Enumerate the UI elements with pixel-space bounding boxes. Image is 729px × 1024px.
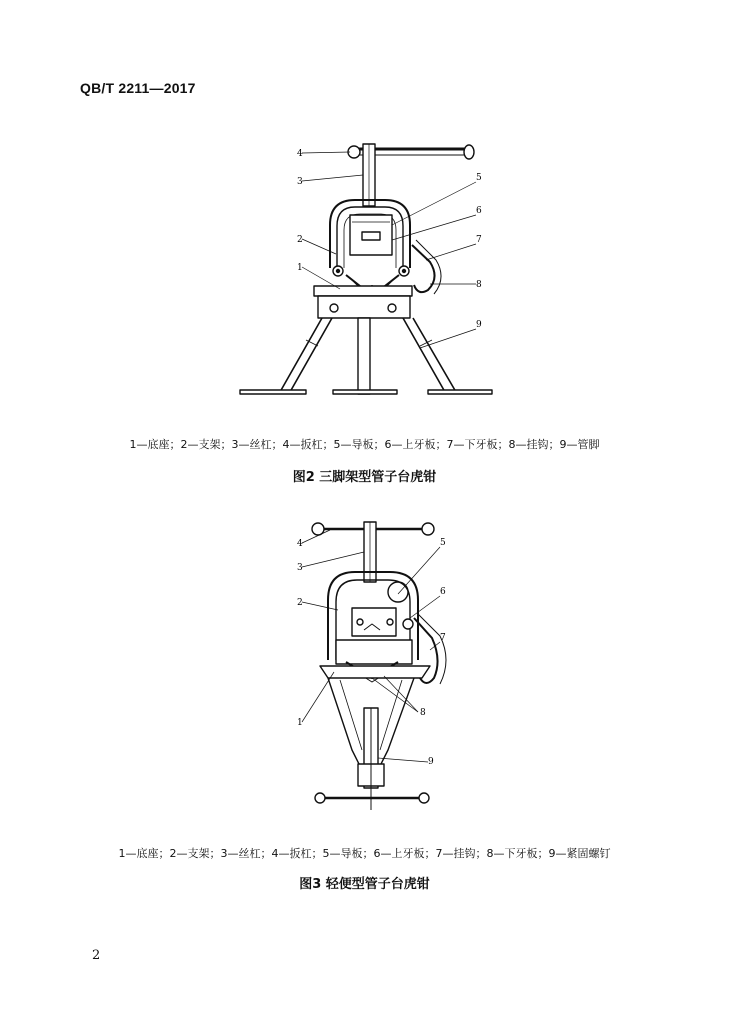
callout-4: 4 <box>297 539 303 549</box>
callout-9: 9 <box>476 320 482 330</box>
callout-4: 4 <box>297 149 303 159</box>
callout-2: 2 <box>297 598 303 608</box>
callout-6: 6 <box>476 206 482 216</box>
callout-2: 2 <box>297 235 303 245</box>
figure-2-caption: 图2 三脚架型管子台虎钳 <box>292 470 437 485</box>
standard-id: QB/T 2211—2017 <box>80 80 196 96</box>
callout-6: 6 <box>440 587 446 597</box>
figure-2-callouts <box>0 0 729 420</box>
callout-1: 1 <box>297 263 303 273</box>
figure-2-legend: 1—底座；2—支架；3—丝杠；4—扳杠；5—导板；6—上牙板；7—下牙板；8—挂钩；9—管脚 <box>129 438 600 451</box>
callout-1: 1 <box>297 718 303 728</box>
figure-3-caption: 图3 轻便型管子台虎钳 <box>299 877 430 892</box>
callout-7: 7 <box>476 235 482 245</box>
page-number: 2 <box>92 948 101 963</box>
figure-3-callouts <box>0 500 729 830</box>
figure-3 <box>0 500 729 830</box>
callout-3: 3 <box>297 563 303 573</box>
callout-5: 5 <box>440 538 446 548</box>
callout-8: 8 <box>476 280 482 290</box>
callout-3: 3 <box>297 177 303 187</box>
figure-2 <box>0 0 729 420</box>
callout-5: 5 <box>476 173 482 183</box>
callout-7: 7 <box>440 633 446 643</box>
callout-9: 9 <box>428 757 434 767</box>
callout-8: 8 <box>420 708 426 718</box>
figure-3-legend: 1—底座；2—支架；3—丝杠；4—扳杠；5—导板；6—上牙板；7—挂钩；8—下牙板；9—紧固螺钉 <box>118 847 611 860</box>
